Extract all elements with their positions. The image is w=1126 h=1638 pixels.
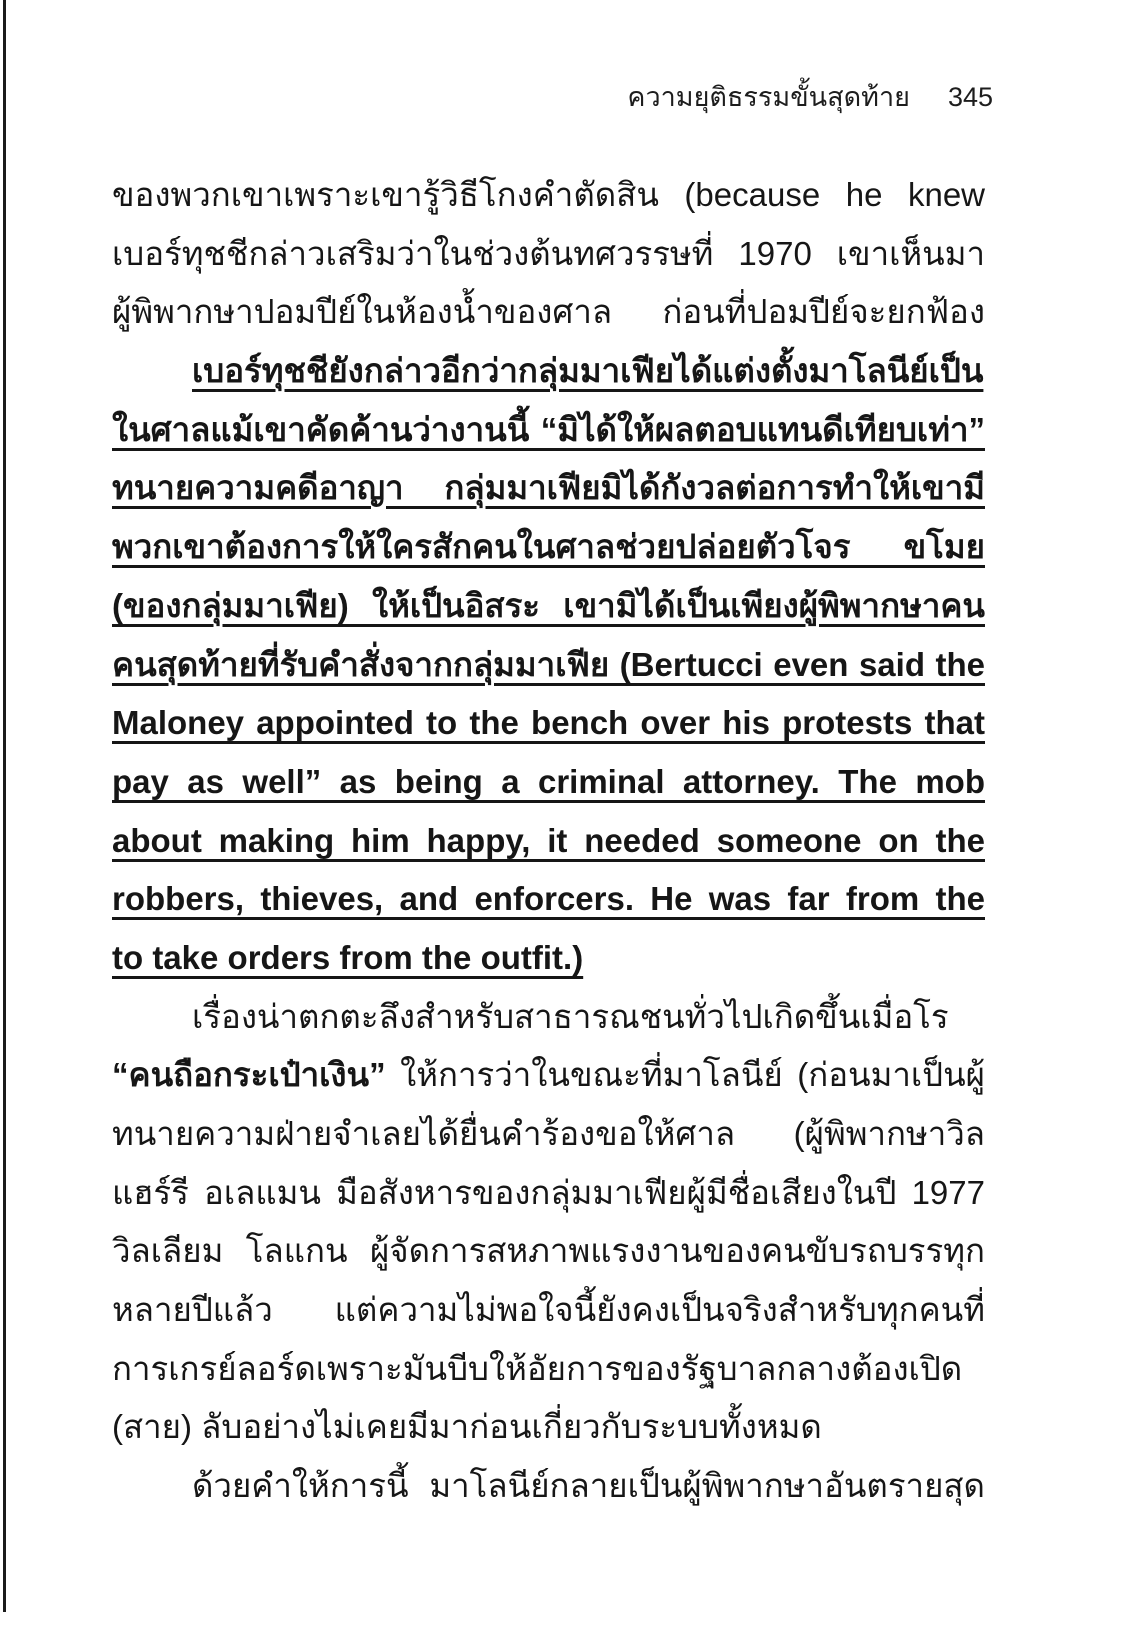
- scan-edge-line: [3, 0, 6, 1612]
- text-segment: about making him happy, it needed someone on the: [112, 821, 985, 859]
- text-line: [112, 1398, 985, 1457]
- text-segment: คนสุดท้ายที่รับคำสั่งจากกลุ่มมาเฟีย (Bertucci even said the: [112, 645, 985, 683]
- text-line: [112, 166, 985, 225]
- text-line: [112, 1281, 985, 1340]
- text-line: [112, 1340, 985, 1399]
- text-line: [112, 1457, 985, 1516]
- text-segment: เบอร์ทุชชีกล่าวเสริมว่าในช่วงต้นทศวรรษที่ 1970 เขาเห็นมา: [112, 234, 985, 272]
- text-segment: เรื่องน่าตกตะลึงสำหรับสาธารณชนทั่วไปเกิดขึ้นเมื่อโร: [192, 997, 949, 1035]
- page-body: [112, 166, 985, 1516]
- text-segment: พวกเขาต้องการให้ใครสักคนในศาลช่วยปล่อยตัวโจร ขโมย: [112, 528, 985, 566]
- text-segment: (ของกลุ่มมาเฟีย) ให้เป็นอิสระ เขามิได้เป็นเพียงผู้พิพากษาคน: [112, 586, 985, 624]
- paragraph-bold-underlined: [112, 342, 985, 988]
- text-segment: ทนายความคดีอาญา กลุ่มมาเฟียมิได้กังวลต่อการทำให้เขามี: [112, 469, 985, 507]
- text-line: [112, 1222, 985, 1281]
- text-line: [112, 283, 985, 342]
- page-number: 345: [947, 82, 993, 112]
- running-header: [627, 80, 993, 114]
- text-segment: แฮร์รี อเลแมน มือสังหารของกลุ่มมาเฟียผู้มีชื่อเสียงในปี 1977: [112, 1173, 985, 1211]
- text-segment: เบอร์ทุชชียังกล่าวอีกว่ากลุ่มมาเฟียได้แต่งตั้งมาโลนีย์เป็น: [192, 352, 984, 390]
- text-segment: การเกรย์ลอร์ดเพราะมันบีบให้อัยการของรัฐบาลกลางต้องเปิด: [112, 1349, 963, 1387]
- text-line: [112, 1046, 985, 1105]
- text-line: [112, 694, 985, 753]
- bold-text-segment: “คนถือกระเป๋าเงิน”: [112, 1056, 386, 1094]
- text-segment: ผู้พิพากษาปอมปีย์ในห้องน้ำของศาล ก่อนที่ปอมปีย์จะยกฟ้อง: [112, 293, 985, 331]
- text-line: [112, 577, 985, 636]
- text-segment: to take orders from the outfit.): [112, 938, 584, 976]
- chapter-title: ความยุติธรรมขั้นสุดท้าย: [627, 82, 910, 112]
- text-segment: pay as well” as being a criminal attorney. The mob: [112, 762, 985, 800]
- text-segment: robbers, thieves, and enforcers. He was far from the: [112, 880, 985, 918]
- text-line: [112, 753, 985, 812]
- paragraph-closing: [112, 1457, 985, 1516]
- text-segment: ของพวกเขาเพราะเขารู้วิธีโกงคำตัดสิน (because he knew: [112, 176, 985, 213]
- text-segment: (สาย) ลับอย่างไม่เคยมีมาก่อนเกี่ยวกับระบบทั้งหมด: [112, 1408, 822, 1446]
- paragraph-cooley-testimony: [112, 988, 985, 1458]
- text-line: [112, 401, 985, 460]
- text-segment: Maloney appointed to the bench over his protests that: [112, 704, 985, 742]
- text-segment: ด้วยคำให้การนี้ มาโลนีย์กลายเป็นผู้พิพากษาอันตรายสุด: [192, 1467, 985, 1505]
- text-line: [112, 812, 985, 871]
- text-segment: หลายปีแล้ว แต่ความไม่พอใจนี้ยังคงเป็นจริงสำหรับทุกคนที่: [112, 1291, 985, 1329]
- text-segment: ทนายความฝ่ายจำเลยได้ยื่นคำร้องขอให้ศาล (ผู้พิพากษาวิล: [112, 1115, 985, 1152]
- paragraph-continuation: [112, 166, 985, 342]
- text-segment: วิลเลียม โลแกน ผู้จัดการสหภาพแรงงานของคนขับรถบรรทุก: [112, 1232, 985, 1270]
- text-line: [112, 988, 985, 1047]
- text-line: [112, 518, 985, 577]
- text-segment: ให้การว่าในขณะที่มาโลนีย์ (ก่อนมาเป็นผู้: [400, 1056, 985, 1094]
- text-line: [112, 225, 985, 284]
- text-segment: ในศาลแม้เขาคัดค้านว่างานนี้ “มิได้ให้ผลตอบแทนดีเทียบเท่า”: [112, 410, 985, 448]
- text-line: [112, 870, 985, 929]
- text-line: [112, 459, 985, 518]
- text-line: [112, 636, 985, 695]
- text-line: [112, 342, 985, 401]
- text-line: [112, 1105, 985, 1164]
- text-line: [112, 1164, 985, 1223]
- text-line: [112, 929, 985, 988]
